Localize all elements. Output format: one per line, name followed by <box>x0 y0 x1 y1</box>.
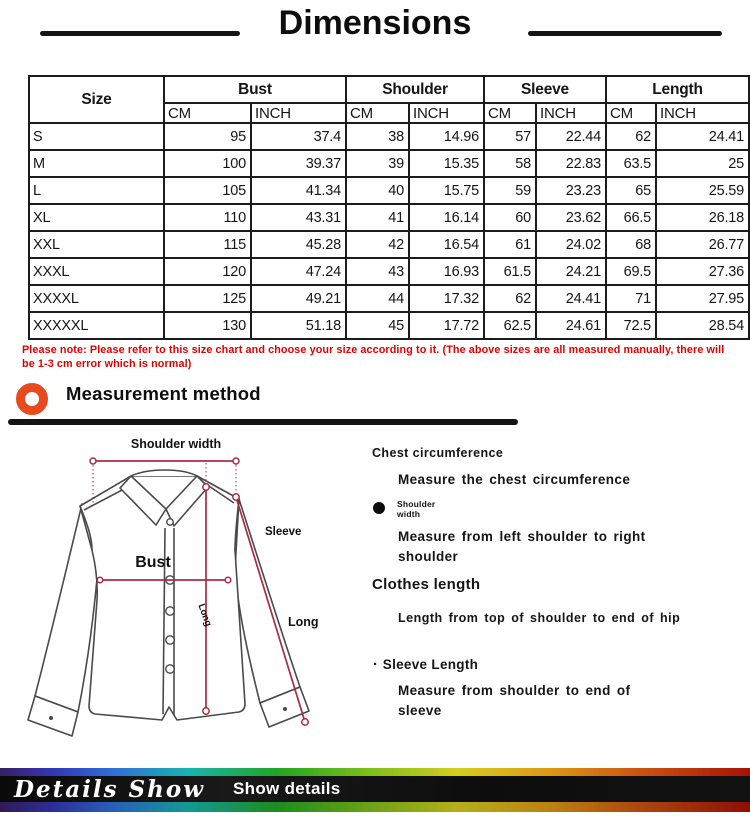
col-header-length: Length <box>606 76 749 103</box>
value-cell: 15.75 <box>409 177 484 204</box>
size-cell: XL <box>29 204 164 231</box>
value-cell: 23.62 <box>536 204 606 231</box>
size-note: Please note: Please refer to this size chart and choose your size according to it. (The above sizes are all measured manually, there will be 1-3 cm error which is normal) <box>22 344 725 370</box>
value-cell: 25 <box>656 150 749 177</box>
table-row <box>29 312 749 339</box>
value-cell: 59 <box>484 177 536 204</box>
value-cell: 66.5 <box>606 204 656 231</box>
table-row <box>29 231 749 258</box>
value-cell: 16.54 <box>409 231 484 258</box>
shoulder-width-label: Shoulder width <box>130 437 222 451</box>
unit-cm: CM <box>606 103 656 123</box>
clothes-length-heading: Clothes length <box>372 576 481 593</box>
unit-inch: INCH <box>251 103 346 123</box>
value-cell: 16.93 <box>409 258 484 285</box>
size-cell: XXXXL <box>29 285 164 312</box>
value-cell: 39 <box>346 150 409 177</box>
value-cell: 24.02 <box>536 231 606 258</box>
size-cell: XXXL <box>29 258 164 285</box>
show-details-label: Show details <box>233 779 341 798</box>
value-cell: 95 <box>164 123 251 150</box>
unit-inch: INCH <box>536 103 606 123</box>
value-cell: 130 <box>164 312 251 339</box>
size-cell: M <box>29 150 164 177</box>
value-cell: 17.72 <box>409 312 484 339</box>
value-cell: 62 <box>484 285 536 312</box>
unit-inch: INCH <box>656 103 749 123</box>
table-row <box>29 204 749 231</box>
size-cell: S <box>29 123 164 150</box>
value-cell: 26.77 <box>656 231 749 258</box>
bust-label: Bust <box>135 554 171 571</box>
value-cell: 51.18 <box>251 312 346 339</box>
value-cell: 16.14 <box>409 204 484 231</box>
value-cell: 68 <box>606 231 656 258</box>
value-cell: 58 <box>484 150 536 177</box>
value-cell: 24.41 <box>536 285 606 312</box>
value-cell: 27.36 <box>656 258 749 285</box>
shoulder-desc: Measure from left shoulder to right shoulder <box>398 529 646 564</box>
ring-bullet-icon <box>16 383 48 415</box>
shoulder-heading: Shoulder width <box>397 499 436 519</box>
section-underline <box>8 419 518 425</box>
measurement-instructions <box>360 430 750 740</box>
value-cell: 22.44 <box>536 123 606 150</box>
table-row <box>29 258 749 285</box>
value-cell: 49.21 <box>251 285 346 312</box>
value-cell: 72.5 <box>606 312 656 339</box>
value-cell: 17.32 <box>409 285 484 312</box>
value-cell: 41.34 <box>251 177 346 204</box>
chest-desc: Measure the chest circumference <box>398 472 631 487</box>
value-cell: 26.18 <box>656 204 749 231</box>
value-cell: 105 <box>164 177 251 204</box>
value-cell: 71 <box>606 285 656 312</box>
value-cell: 39.37 <box>251 150 346 177</box>
size-cell: L <box>29 177 164 204</box>
value-cell: 15.35 <box>409 150 484 177</box>
sleeve-length-desc: Measure from shoulder to end of sleeve <box>398 683 631 718</box>
value-cell: 47.24 <box>251 258 346 285</box>
value-cell: 24.21 <box>536 258 606 285</box>
value-cell: 25.59 <box>656 177 749 204</box>
value-cell: 28.54 <box>656 312 749 339</box>
value-cell: 23.23 <box>536 177 606 204</box>
value-cell: 100 <box>164 150 251 177</box>
value-cell: 62 <box>606 123 656 150</box>
title-rule-right <box>528 31 722 36</box>
value-cell: 45.28 <box>251 231 346 258</box>
unit-cm: CM <box>346 103 409 123</box>
value-cell: 125 <box>164 285 251 312</box>
value-cell: 44 <box>346 285 409 312</box>
value-cell: 61.5 <box>484 258 536 285</box>
unit-cm: CM <box>484 103 536 123</box>
value-cell: 27.95 <box>656 285 749 312</box>
value-cell: 37.4 <box>251 123 346 150</box>
value-cell: 63.5 <box>606 150 656 177</box>
value-cell: 43.31 <box>251 204 346 231</box>
bullet-dot-icon <box>373 502 385 514</box>
title-rule-left <box>40 31 240 36</box>
long-rotated-label: Long <box>195 602 214 628</box>
value-cell: 62.5 <box>484 312 536 339</box>
value-cell: 115 <box>164 231 251 258</box>
value-cell: 57 <box>484 123 536 150</box>
shirt-measurement-diagram <box>8 430 368 760</box>
table-row <box>29 285 749 312</box>
value-cell: 110 <box>164 204 251 231</box>
footer-banner <box>0 776 750 802</box>
col-header-sleeve: Sleeve <box>484 76 606 103</box>
value-cell: 40 <box>346 177 409 204</box>
chest-heading: Chest circumference <box>372 446 504 460</box>
value-cell: 24.41 <box>656 123 749 150</box>
value-cell: 41 <box>346 204 409 231</box>
value-cell: 14.96 <box>409 123 484 150</box>
value-cell: 45 <box>346 312 409 339</box>
unit-cm: CM <box>164 103 251 123</box>
long-side-label: Long <box>288 615 319 629</box>
table-row <box>29 150 749 177</box>
value-cell: 38 <box>346 123 409 150</box>
table-row <box>29 177 749 204</box>
value-cell: 42 <box>346 231 409 258</box>
brand-script-text: Details Show <box>14 775 206 803</box>
value-cell: 24.61 <box>536 312 606 339</box>
rainbow-strip-bottom <box>0 802 750 812</box>
value-cell: 65 <box>606 177 656 204</box>
measurement-method-heading: Measurement method <box>66 383 261 404</box>
unit-inch: INCH <box>409 103 484 123</box>
value-cell: 61 <box>484 231 536 258</box>
clothes-length-desc: Length from top of shoulder to end of hip <box>398 611 681 625</box>
size-chart-table <box>28 75 750 340</box>
value-cell: 43 <box>346 258 409 285</box>
page-title: Dimensions <box>278 4 472 42</box>
col-header-size: Size <box>29 76 164 123</box>
col-header-bust: Bust <box>164 76 346 103</box>
table-row <box>29 123 749 150</box>
value-cell: 22.83 <box>536 150 606 177</box>
size-table-body <box>29 123 749 339</box>
value-cell: 69.5 <box>606 258 656 285</box>
table-header-row <box>29 76 749 103</box>
value-cell: 120 <box>164 258 251 285</box>
sleeve-length-heading: · Sleeve Length <box>373 656 478 673</box>
col-header-shoulder: Shoulder <box>346 76 484 103</box>
title-row <box>0 4 750 60</box>
size-cell: XXXXXL <box>29 312 164 339</box>
size-cell: XXL <box>29 231 164 258</box>
sleeve-label: Sleeve <box>265 526 302 538</box>
value-cell: 60 <box>484 204 536 231</box>
